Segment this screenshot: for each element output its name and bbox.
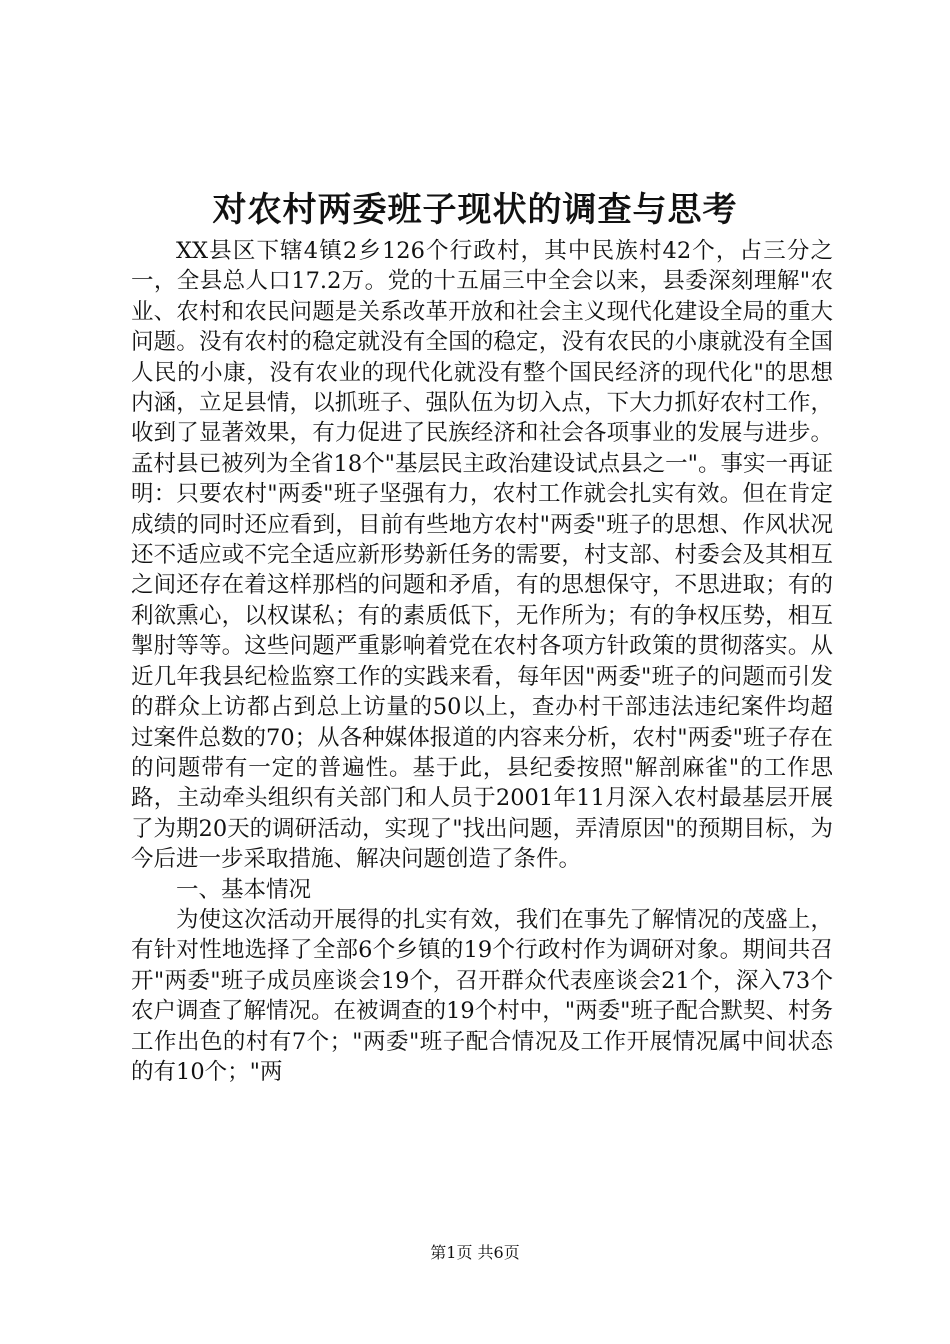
document-title: 对农村两委班子现状的调查与思考 xyxy=(212,190,738,230)
body-paragraph: XX县区下辖4镇2乡126个行政村，其中民族村42个，占三分之一，全县总人口17.2万。党的十五届三中全会以来，县委深刻理解"农业、农村和农民问题是关系改革开放和社会主义现代化建设全局的重大问题。没有农村的稳定就没有全国的稳定，没有农民的小康就没有全国人民的小康，没有农业的现代化就没有整个国民经济的现代化"的思想内涵，立足县情，以抓班子、强队伍为切入点，下大力抓好农村工作，收到了显著效果，有力促进了民族经济和社会各项事业的发展与进步。孟村县已被列为全省18个"基层民主政治建设试点县之一"。事实一再证明：只要农村"两委"班子坚强有力，农村工作就会扎实有效。但在肯定成绩的同时还应看到，目前有些地方农村"两委"班子的思想、作风状况还不适应或不完全适应新形势新任务的需要，村支部、村委会及其相互之间还存在着这样那档的问题和矛盾，有的思想保守，不思进取；有的利欲熏心，以权谋私；有的素质低下，无作所为；有的争权压势，相互掣肘等等。这些问题严重影响着党在农村各项方针政策的贯彻落实。从近几年我县纪检监察工作的实践来看，每年因"两委"班子的问题而引发的群众上访都占到总上访量的50以上，查办村干部违法违纪案件均超过案件总数的70；从各种媒体报道的内容来分析，农村"两委"班子存在的问题带有一定的普遍性。基于此，县纪委按照"解剖麻雀"的工作思路，主动牵头组织有关部门和人员于2001年11月深入农村最基层开展了为期20天的调研活动，实现了"找出问题，弄清原因"的预期目标，为今后进一步采取措施、解决问题创造了条件。 xyxy=(131,238,833,873)
document-body xyxy=(131,236,833,1087)
section-heading: 一、基本情况 xyxy=(176,876,312,903)
page-number-footer: 第1页 共6页 xyxy=(430,1243,520,1262)
body-paragraph: 为使这次活动开展得的扎实有效，我们在事先了解情况的茂盛上，有针对性地选择了全部6个乡镇的19个行政村作为调研对象。期间共召开"两委"班子成员座谈会19个，召开群众代表座谈会21个，深入73个农户调查了解情况。在被调查的19个村中，"两委"班子配合默契、村务工作出色的村有7个；"两委"班子配合情况及工作开展情况属中间状态的有10个；"两 xyxy=(131,906,833,1085)
